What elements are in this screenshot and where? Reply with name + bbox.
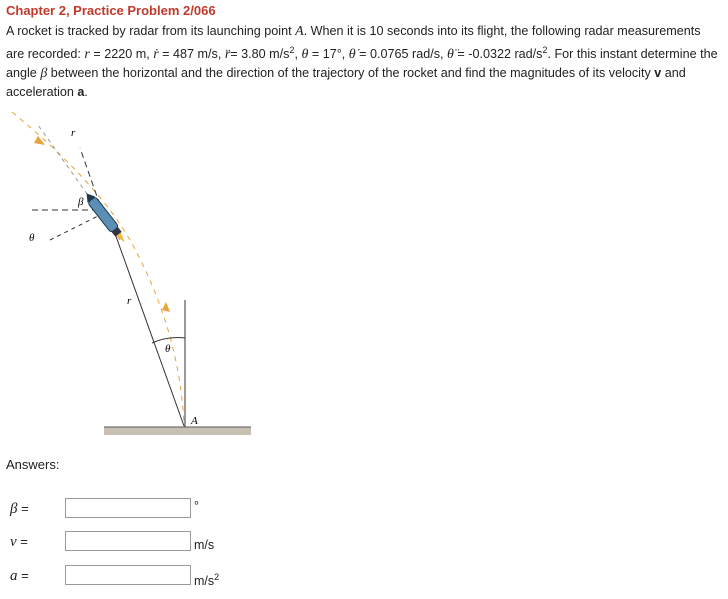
problem-title: Chapter 2, Practice Problem 2/066	[6, 3, 216, 18]
trajectory-path	[12, 112, 184, 426]
velocity-unit: m/s	[194, 538, 215, 552]
label-r-top: r	[71, 127, 76, 139]
ground	[104, 427, 251, 435]
acceleration-input[interactable]	[65, 565, 191, 585]
beta-label: β =	[10, 501, 29, 517]
beta-unit: °	[194, 499, 199, 513]
rocket-diagram	[0, 100, 260, 445]
problem-statement: A rocket is tracked by radar from its launching point A. When it is 10 seconds into its flight, the following radar measurements are recorded: r = 2220 m, ṙ = 487 m/s, r̈= 3.80 $m/s^2$, θ = 17°, θ̇ = 0.0765 rad/s, θ̈ = -0.0322 rad/$s^2$. For this instant determine the angle β between the horizontal and the direction of the trajectory of the rocket and find the magnitudes of its velocity v and acceleration a.	[6, 24, 718, 100]
v-label: v =	[10, 534, 28, 550]
a-label: a =	[10, 568, 29, 584]
label-beta: β	[78, 196, 84, 208]
label-theta-bottom: θ	[165, 343, 171, 355]
rocket-icon	[83, 190, 129, 245]
trajectory-arrow-icon-2	[162, 302, 170, 312]
label-A: A	[191, 415, 198, 427]
acceleration-unit: $m/s^2$	[194, 572, 220, 589]
radial-line-r	[113, 228, 184, 426]
label-r-mid: r	[127, 295, 132, 307]
answers-heading: Answers:	[6, 457, 60, 472]
beta-input[interactable]	[65, 498, 191, 518]
velocity-input[interactable]	[65, 531, 191, 551]
trajectory-arrow-icon	[34, 136, 45, 145]
label-theta-left: θ	[29, 232, 35, 244]
